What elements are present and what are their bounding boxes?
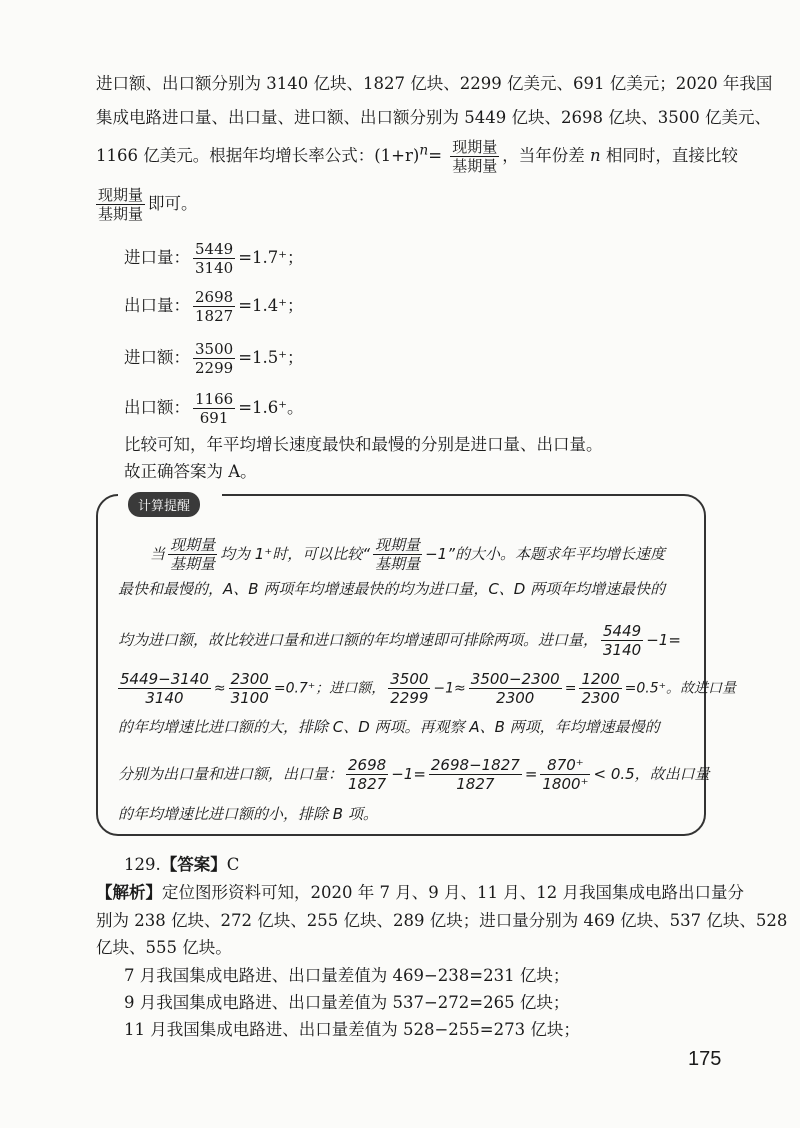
analysis-line-5: 9 月我国集成电路进、出口量差值为 537−272=265 亿块； [124,993,570,1012]
calc-row [124,340,303,377]
calc-row [124,240,303,277]
numerator: 5449 [195,240,234,258]
numerator: 现期量 [170,536,216,554]
tip-text: −1= [391,765,426,783]
numerator: 870⁺ [540,756,590,775]
tip-text: −1≈ [433,680,466,697]
fraction [193,240,235,277]
denominator: 2300 [496,689,535,707]
calc-label: 出口量： [124,296,190,315]
fraction [373,536,422,573]
tip-text: 分别为出口量和进口额，出口量： [118,765,344,783]
tip-line-2: 最快和最慢的，A、B 两项年均增速最快的均为进口量，C、D 两项年均增速最快的 [118,580,666,598]
numerator: 3500 [195,340,234,358]
tip-text: < 0.5，故出口量 [593,765,710,783]
denominator: 基期量 [98,205,144,223]
approx-sign: ≈ [213,680,226,697]
calc-result: =1.4⁺； [238,296,304,315]
numerator: 现期量 [98,186,144,204]
para-line-4 [96,186,198,223]
calc-label: 进口量： [124,248,190,267]
page-number: 175 [688,1048,722,1070]
tip-text: 当 [150,545,166,563]
tip-line-7: 的年均增速比进口额的小，排除 B 项。 [118,805,378,823]
fraction [429,756,522,793]
fraction [193,288,235,325]
calc-label: 进口额： [124,348,190,367]
denominator: 基期量 [170,555,216,573]
formula-exponent: n [419,142,429,159]
tip-text: 均为 1⁺时，可以比较“ [220,545,371,563]
tip-text: =0.7⁺；进口额， [273,680,386,697]
analysis-line-2: 别为 238 亿块、272 亿块、255 亿块、289 亿块；进口量分别为 469 亿块、537 亿块、528 [96,911,788,930]
fraction [193,390,235,427]
equal-sign: = [524,765,538,783]
fraction [96,186,145,223]
tip-line-4 [118,670,736,707]
equal-sign: = [564,680,577,697]
tip-line-3 [118,622,681,659]
numerator: 现期量 [452,138,498,156]
calc-result: =1.5⁺； [238,348,304,367]
tip-line-6 [118,756,710,793]
numerator: 2698−1827 [430,756,520,774]
para-line-1: 进口额、出口额分别为 3140 亿块、1827 亿块、2299 亿美元、691 亿美元；2020 年我国 [96,74,773,93]
fraction [469,670,562,707]
tip-text: =0.5⁺。故进口量 [624,680,737,697]
calc-result: =1.6⁺。 [238,398,304,417]
analysis-line-3: 亿块、555 亿块。 [96,938,232,957]
fraction [388,670,430,707]
fraction [118,670,211,707]
numerator: 现期量 [375,536,421,554]
calc-tip-label: 计算提醒 [128,492,200,517]
analysis-line-4: 7 月我国集成电路进、出口量差值为 469−238=231 亿块； [124,966,570,985]
denominator: 3140 [195,259,234,277]
calc-result: =1.7⁺； [238,248,304,267]
analysis-line-1 [96,882,744,904]
denominator: 3140 [145,689,184,707]
fraction [346,756,388,793]
fraction [579,670,621,707]
tip-text: −1= [646,631,681,649]
formula-eq: = [428,146,443,165]
denominator: 基期量 [452,157,498,175]
denominator: 2300 [581,689,620,707]
para-text: 即可。 [148,194,198,213]
fraction [168,536,217,573]
fraction [193,340,235,377]
analysis-tag: 【解析】 [96,883,162,902]
numerator: 3500 [390,670,429,688]
denominator: 1827 [195,307,234,325]
denominator: 3140 [603,641,642,659]
numerator: 2698 [348,756,387,774]
answer-value: C [226,855,240,874]
fraction [601,622,643,659]
para-text: 1166 亿美元。根据年均增长率公式： [96,146,375,165]
denominator: 1800⁺ [542,775,589,793]
numerator: 3500−2300 [470,670,560,688]
question-number: 129. [124,855,161,874]
calc-row [124,390,303,427]
question-header [124,854,239,876]
denominator: 基期量 [375,555,421,573]
var-n: n [590,146,601,165]
denominator: 2299 [390,689,429,707]
numerator: 1166 [195,390,234,408]
tip-text: −1”的大小。本题求年平均增长速度 [425,545,665,563]
calc-label: 出口额： [124,398,190,417]
para-line-3 [96,138,738,175]
denominator: 2299 [195,359,234,377]
para-text: ，当年份差 [502,146,591,165]
tip-text: 均为进口额，故比较进口量和进口额的年均增速即可排除两项。进口量， [118,631,599,649]
conclusion-line: 比较可知，年平均增长速度最快和最慢的分别是进口量、出口量。 [124,435,603,454]
analysis-text: 定位图形资料可知，2020 年 7 月、9 月、11 月、12 月我国集成电路出口量分 [162,883,744,902]
numerator: 5449 [603,622,642,640]
calc-row [124,288,303,325]
denominator: 1827 [348,775,387,793]
numerator: 5449−3140 [120,670,209,688]
fraction [229,670,271,707]
para-text: 相同时，直接比较 [600,146,738,165]
analysis-line-6: 11 月我国集成电路进、出口量差值为 528−255=273 亿块； [124,1020,580,1039]
denominator: 1827 [456,775,495,793]
numerator: 2698 [195,288,234,306]
denominator: 3100 [230,689,269,707]
denominator: 691 [199,409,229,427]
answer-tag: 【答案】 [160,855,227,874]
fraction [450,138,499,175]
fraction [540,756,590,793]
tip-line-5: 的年均增速比进口额的大，排除 C、D 两项。再观察 A、B 两项，年均增速最慢的 [118,718,660,736]
answer-line: 故正确答案为 A。 [124,462,257,481]
numerator: 1200 [581,670,620,688]
para-line-2: 集成电路进口量、出口量、进口额、出口额分别为 5449 亿块、2698 亿块、3500 亿美元、 [96,108,771,127]
formula-lhs: (1+r) [374,146,420,165]
numerator: 2300 [230,670,269,688]
tip-line-1 [150,536,665,573]
